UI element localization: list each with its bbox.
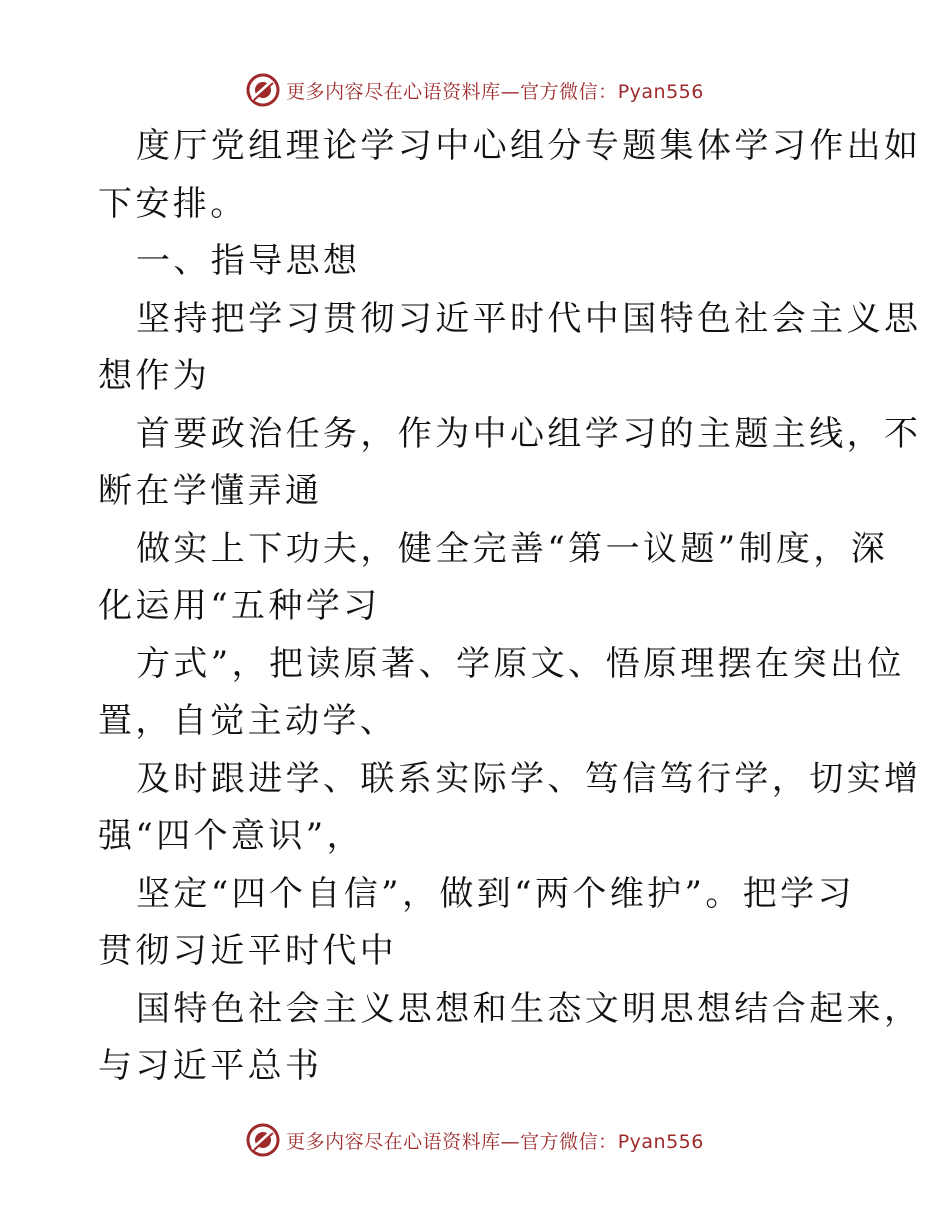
banner-text [286, 1127, 704, 1154]
paragraph-line: 坚定“四个自信”，做到“两个维护”。把学习 [136, 873, 855, 914]
paragraph-line: 想作为 [98, 356, 211, 396]
banner-wechat-id: Pyan556 [617, 80, 704, 103]
banner-wechat-label: 官方微信： [520, 1130, 618, 1153]
paragraph-line: 方式”，把读原著、学原文、悟原理摆在突出位 [136, 643, 905, 684]
paragraph-line: 及时跟进学、联系实际学、笃信笃行学，切实增 [136, 758, 922, 799]
paragraph-line: 首要政治任务，作为中心组学习的主题主线，不 [136, 413, 922, 454]
paragraph-line: 下安排。 [98, 183, 248, 224]
paragraph-line: 断在学懂弄通 [98, 471, 323, 511]
section-heading: 一、指导思想 [136, 241, 361, 281]
paragraph-line: 置，自觉主动学、 [98, 701, 398, 741]
banner-dash: — [500, 80, 521, 103]
banner-wechat-id: Pyan556 [617, 1130, 704, 1153]
paragraph-line: 与习近平总书 [98, 1046, 323, 1086]
banner-main-text: 更多内容尽在心语资料库 [286, 1130, 501, 1153]
paragraph-line: 度厅党组理论学习中心组分专题集体学习作出如 [136, 126, 922, 166]
logo-icon [246, 1123, 280, 1157]
banner-wechat-label: 官方微信： [520, 80, 618, 103]
paragraph-line: 化运用“五种学习 [98, 586, 381, 626]
paragraph-line: 做实上下功夫，健全完善“第一议题”制度，深 [136, 528, 889, 569]
document-body [98, 118, 922, 1096]
paragraph-line: 贯彻习近平时代中 [98, 931, 398, 971]
banner-dash: — [500, 1130, 521, 1153]
banner-main-text: 更多内容尽在心语资料库 [286, 80, 501, 103]
watermark-banner-top [0, 70, 950, 110]
paragraph-line: 强“四个意识”， [98, 816, 364, 856]
logo-icon [246, 73, 280, 107]
paragraph-line: 国特色社会主义思想和生态文明思想结合起来， [136, 988, 922, 1029]
paragraph-line: 坚持把学习贯彻习近平时代中国特色社会主义思 [136, 298, 922, 339]
banner-text [286, 77, 704, 104]
watermark-banner-bottom [0, 1120, 950, 1160]
